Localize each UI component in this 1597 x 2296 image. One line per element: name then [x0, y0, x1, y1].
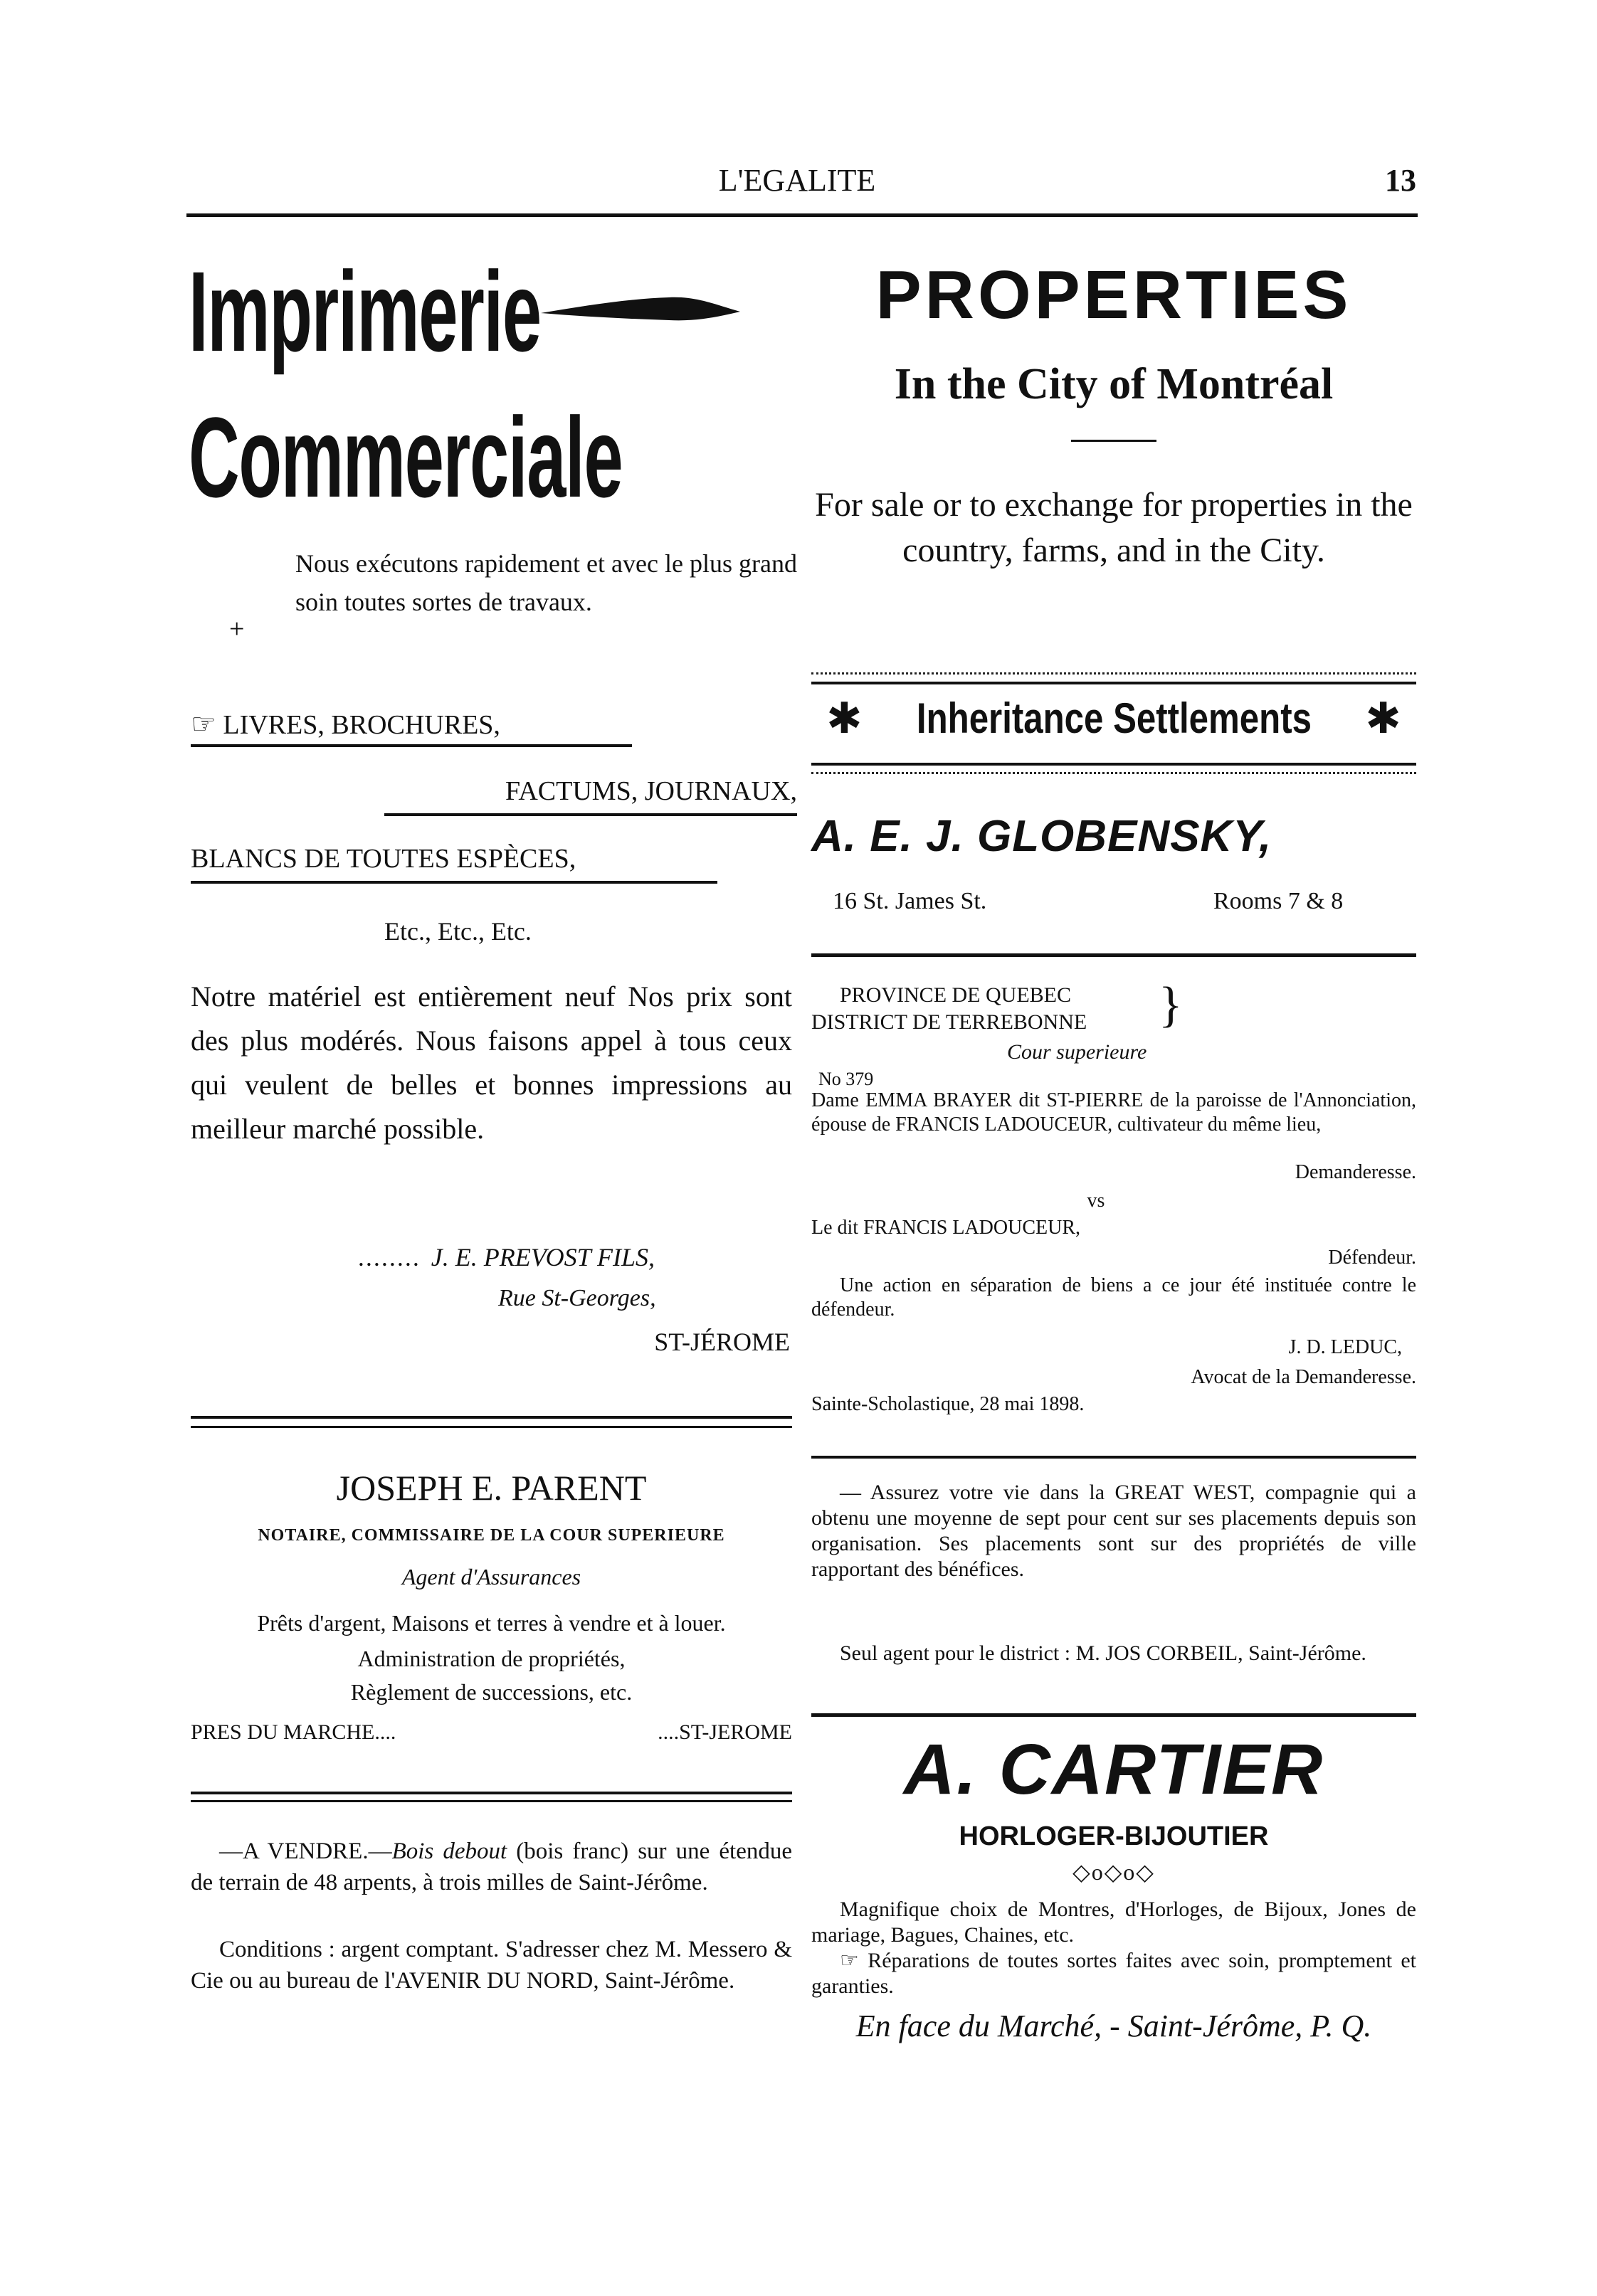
legal-party: Dame EMMA BRAYER dit ST-PIERRE de la paroisse de l'Annonciation, épouse de FRANCIS LADOUCEUR, cultivateur du même lieu,	[811, 1089, 1416, 1136]
great-west-divider	[811, 1713, 1416, 1717]
left-divider-2a	[191, 1792, 792, 1794]
left-divider-1a	[191, 1416, 792, 1419]
great-west-text: — Assurez votre vie dans la GREAT WEST, compagnie qui a obtenu une moyenne de sept pour cent sur ses placements depuis son organisation. Ses placements sont sur des propriétés de ville rapportant des bénéfices.	[811, 1481, 1416, 1581]
parent-location-left: PRES DU MARCHE....	[191, 1720, 396, 1744]
parent-agent: Agent d'Assurances	[401, 1564, 581, 1589]
cartier-text: Magnifique choix de Montres, d'Horloges, de Bijoux, Jones de mariage, Bagues, Chaines, etc.	[811, 1898, 1416, 1947]
great-west-agent: Seul agent pour le district : M. JOS CORBEIL, Saint-Jérôme.	[840, 1641, 1366, 1665]
cartier-name: A. CARTIER	[903, 1730, 1324, 1809]
legal-action: Une action en séparation de biens a ce jour été instituée contre le défendeur.	[811, 1274, 1416, 1321]
properties-text: For sale or to exchange for properties in the country, farms, and in the City.	[815, 486, 1413, 569]
cartier-repairs-block	[811, 1948, 1416, 1999]
imprimerie-title-line1: Imprimerie	[189, 248, 541, 375]
imprimerie-etc: Etc., Etc., Etc.	[384, 917, 532, 946]
globensky-address: 16 St. James St.	[833, 888, 987, 914]
parent-services2: Règlement de successions, etc.	[350, 1679, 633, 1705]
properties-title: PROPERTIES	[875, 257, 1352, 333]
list-line2: FACTUMS, JOURNAUX,	[505, 776, 797, 806]
inheritance-heading	[808, 694, 1420, 744]
left-divider-1b	[191, 1426, 792, 1428]
cross-mark: +	[229, 614, 245, 644]
globensky-name: A. E. J. GLOBENSKY,	[811, 812, 1272, 861]
vendre-text-block	[191, 1836, 792, 1898]
imprimerie-title-line2: Commerciale	[189, 393, 623, 521]
page-number: 13	[1385, 163, 1416, 198]
star-icon-right: ✱	[1365, 695, 1401, 742]
legal-lawyer-role: Avocat de la Demanderesse.	[1191, 1366, 1416, 1388]
header-rule	[186, 213, 1418, 217]
vendre-conditions: Conditions : argent comptant. S'adresser chez M. Messero & Cie ou au bureau de l'AVENIR DU NORD, Saint-Jérôme.	[191, 1937, 792, 1994]
inheritance-title: Inheritance Settlements	[916, 694, 1312, 742]
list-line3-rule	[191, 881, 717, 884]
legal-defendant: Le dit FRANCIS LADOUCEUR,	[811, 1217, 1081, 1239]
properties-short-rule	[1071, 440, 1156, 442]
pointing-hand-icon: ☞	[840, 1949, 859, 1972]
imprimerie-street: Rue St-Georges,	[498, 1285, 656, 1311]
legal-brace: }	[1159, 978, 1183, 1032]
vendre-lead-italic: Bois debout	[391, 1839, 507, 1864]
inheritance-rule-bottom	[811, 763, 1416, 766]
parent-services: Prêts d'argent, Maisons et terres à vendre et à louer. Administration de propriétés,	[257, 1610, 726, 1671]
legal-lawyer: J. D. LEDUC,	[1288, 1336, 1402, 1358]
properties-subtitle: In the City of Montréal	[894, 360, 1334, 408]
inheritance-dotted-rule-bottom	[811, 772, 1416, 774]
parent-location-right: ....ST-JEROME	[658, 1720, 792, 1744]
inheritance-dotted-rule-top	[811, 672, 1416, 674]
imprimerie-intro: Nous exécutons rapidement et avec le plus grand soin toutes sortes de travaux.	[295, 549, 797, 616]
globensky-rule	[811, 953, 1416, 957]
cartier-footer: En face du Marché, - Saint-Jérôme, P. Q.	[855, 2009, 1372, 2043]
star-icon-left: ✱	[826, 695, 863, 742]
vendre-lead: —A VENDRE.—	[219, 1839, 392, 1864]
pointing-hand-icon: ☞	[191, 708, 216, 740]
legal-role1: Demanderesse.	[1295, 1161, 1416, 1183]
legal-place-date: Sainte-Scholastique, 28 mai 1898.	[811, 1393, 1085, 1415]
flourish-icon	[541, 285, 740, 334]
legal-court: Cour superieure	[1007, 1040, 1147, 1064]
parent-titles: NOTAIRE, COMMISSAIRE DE LA COUR SUPERIEURE	[258, 1526, 725, 1545]
imprimerie-signature: ........ J. E. PREVOST FILS,	[358, 1243, 655, 1271]
legal-vs: vs	[1087, 1190, 1105, 1212]
imprimerie-town: ST-JÉROME	[654, 1328, 790, 1356]
list-line3: BLANCS DE TOUTES ESPÈCES,	[191, 844, 576, 874]
signature-name: J. E. PREVOST FILS,	[431, 1243, 655, 1271]
legal-role2: Défendeur.	[1328, 1247, 1416, 1269]
legal-district: DISTRICT DE TERREBONNE	[811, 1010, 1087, 1034]
page-header-title: L'EGALITE	[718, 163, 876, 198]
list-line2-rule	[384, 813, 797, 816]
cartier-repairs: Réparations de toutes sortes faites avec soin, promptement et garanties.	[811, 1949, 1416, 1998]
cartier-trade: HORLOGER-BIJOUTIER	[959, 1821, 1269, 1851]
vendre-text: (bois franc) sur une étendue de terrain de 48 arpents, à trois milles de Saint-Jérôme.	[191, 1839, 792, 1895]
list-line1-row	[191, 707, 632, 741]
globensky-rooms: Rooms 7 & 8	[1213, 888, 1344, 914]
parent-name: JOSEPH E. PARENT	[336, 1468, 647, 1508]
legal-divider	[811, 1456, 1416, 1459]
inheritance-rule-top	[811, 682, 1416, 684]
legal-number: No 379	[818, 1069, 874, 1089]
ornament-icon: ◇o◇o◇	[1072, 1859, 1155, 1885]
list-line1: LIVRES, BROCHURES,	[223, 710, 500, 740]
legal-province: PROVINCE DE QUEBEC	[840, 983, 1072, 1007]
list-line1-rule	[191, 744, 632, 747]
left-divider-2b	[191, 1800, 792, 1802]
imprimerie-body: Notre matériel est entièrement neuf Nos prix sont des plus modérés. Nous faisons appel à tous ceux qui veulent de belles et bonnes impressions au meilleur marché possible.	[191, 980, 792, 1145]
